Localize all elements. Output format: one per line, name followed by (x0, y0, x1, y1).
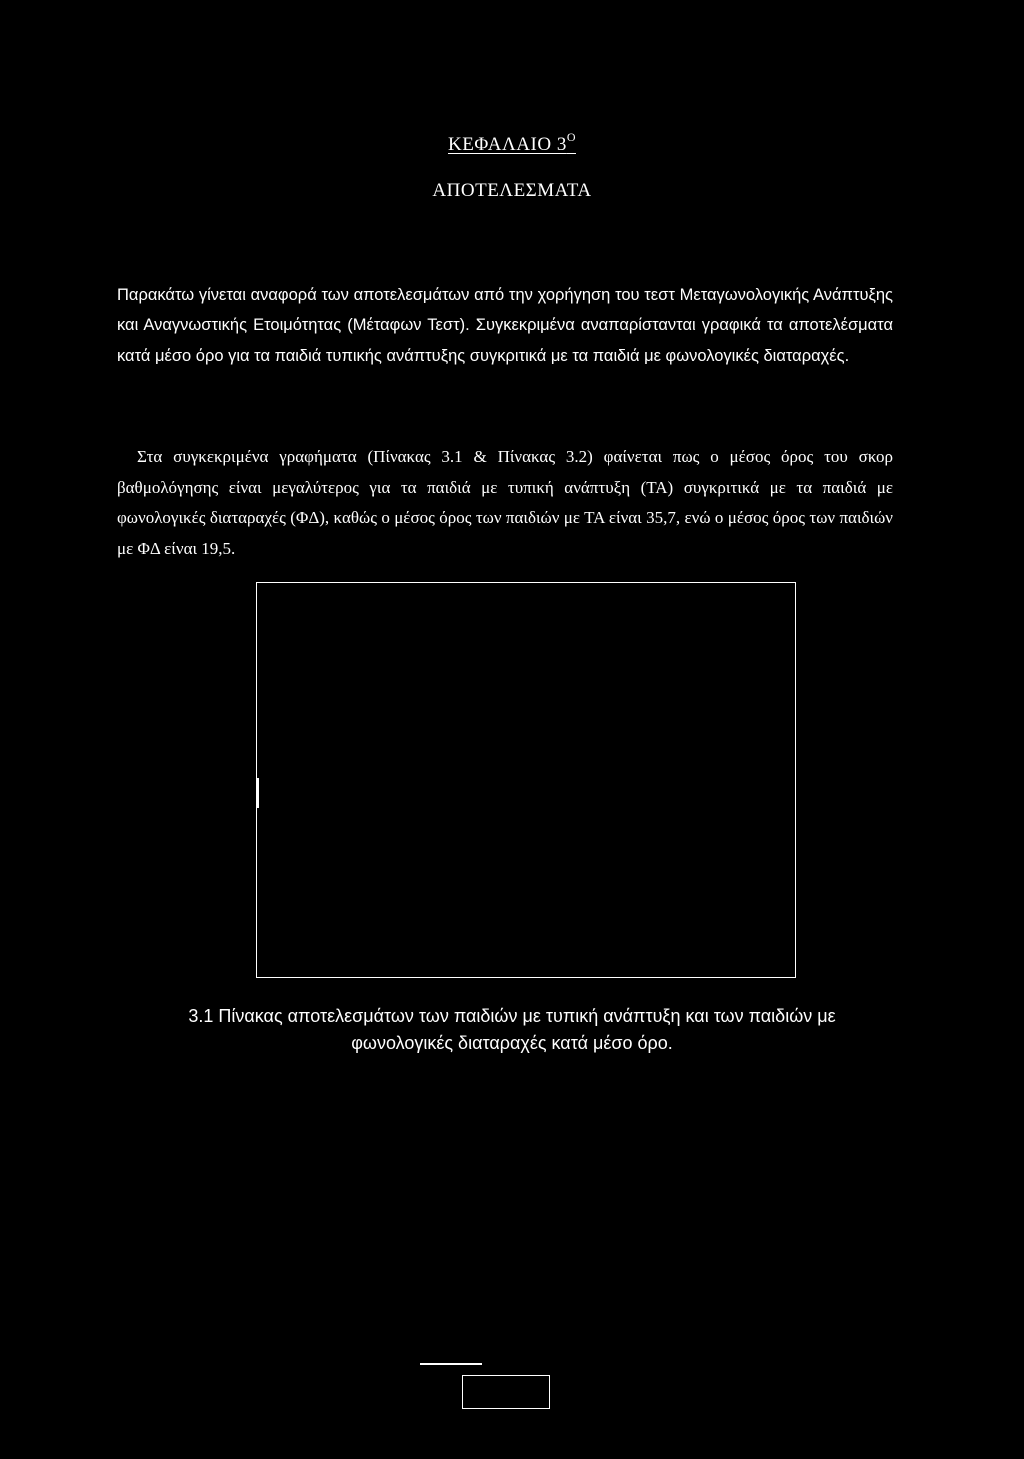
figure-frame (256, 582, 796, 978)
page-number-box (462, 1375, 550, 1409)
figure-caption: 3.1 Πίνακας αποτελεσμάτων των παιδιών με τυπική ανάπτυξη και των παιδιών με φωνολογικές διαταραχές κατά μέσο όρο. (188, 1006, 836, 1053)
results-paragraph: Στα συγκεκριμένα γραφήματα (Πίνακας 3.1 & Πίνακας 3.2) φαίνεται πως ο μέσος όρος του σκορ βαθμολόγησης είναι μεγαλύτερος για τα παιδιά με τυπική ανάπτυξη (ΤΑ) συγκριτικά με τα παιδιά με φωνολογικές διαταραχές (ΦΔ), καθώς ο μέσος όρος των παιδιών με ΤΑ είναι 35,7, ενώ ο μέσος όρος των παιδιών με ΦΔ είναι 19,5. (117, 447, 893, 558)
chapter-title-label: ΚΕΦΑΛΑΙΟ 3 (448, 134, 567, 156)
footer-line (420, 1363, 482, 1365)
chapter-title-text (448, 130, 576, 156)
intro-paragraph: Παρακάτω γίνεται αναφορά των αποτελεσμάτων από την χορήγηση του τεστ Μεταγωνολογικής Ανάπτυξης και Αναγνωστικής Ετοιμότητας (Μέταφων Τεστ). Συγκεκριμένα αναπαρίστανται γραφικά τα αποτελέσματα κατά μέσο όρο για τα παιδιά τυπικής ανάπτυξης συγκριτικά με τα παιδιά με φωνολογικές διαταραχές. (117, 285, 893, 365)
section-title: ΑΠΟΤΕΛΕΣΜΑΤΑ (432, 180, 592, 201)
chapter-title-superscript: Ο (566, 130, 576, 144)
figure-edge-mark (257, 778, 259, 808)
chapter-title (0, 132, 1024, 156)
